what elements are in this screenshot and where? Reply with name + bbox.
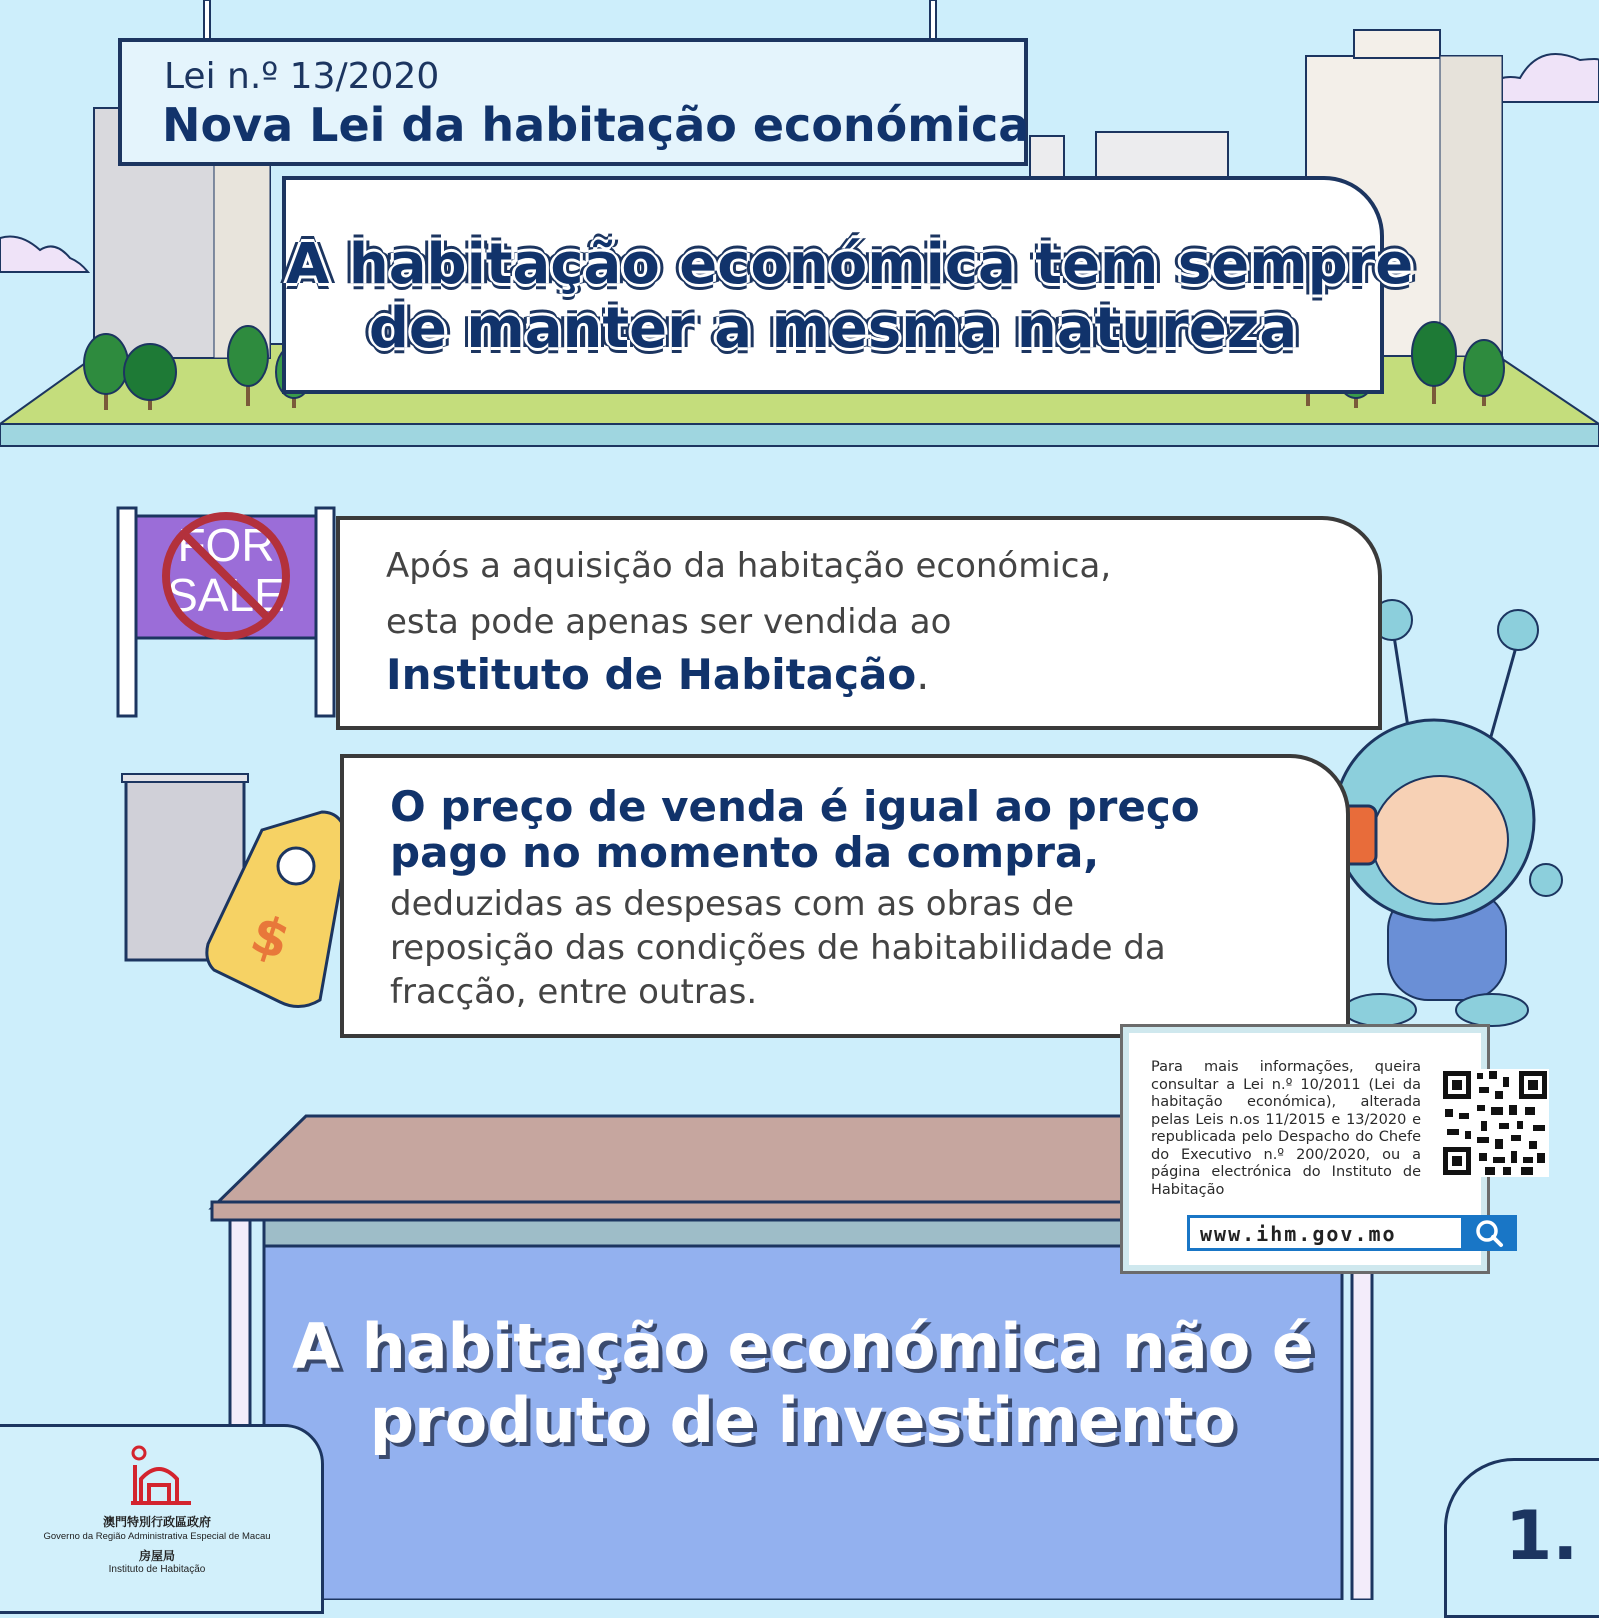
headline-box <box>282 176 1414 394</box>
point-2-line-1: deduzidas as despesas com as obras de <box>390 884 1075 924</box>
ihm-house-logo-icon <box>129 1445 193 1507</box>
institute-name: Instituto de Habitação <box>386 650 917 699</box>
gov-name-chinese: 澳門特別行政區政府 <box>102 1515 211 1529</box>
for-sale-line-2: SALE <box>167 569 285 621</box>
ground-edge <box>0 424 1599 446</box>
board-post-right <box>1352 1270 1372 1600</box>
sign-pole-left <box>204 0 210 40</box>
point-1-emphasis <box>386 650 930 699</box>
qr-code-icon <box>1441 1069 1549 1177</box>
point-1-box <box>336 516 1382 730</box>
point-2-line-3: fracção, entre outras. <box>390 972 758 1012</box>
page-number: 1. <box>1505 1497 1579 1576</box>
point-2-emphasis-line-1: O preço de venda é igual ao preço <box>390 782 1200 831</box>
prohibition-icon <box>156 506 296 646</box>
sign-pole-right <box>930 0 936 40</box>
headline-line-1: A habitação económica tem sempre <box>286 232 1414 297</box>
headline-line-2: de manter a mesma natureza <box>368 296 1298 361</box>
law-number: Lei n.º 13/2020 <box>164 56 440 97</box>
institute-name-portuguese: Instituto de Habitação <box>108 1564 206 1575</box>
bottom-line-1: A habitação económica não é <box>292 1310 1314 1383</box>
point-1-line-2: esta pode apenas ser vendida ao <box>386 602 952 642</box>
for-sale-line-1: FOR <box>177 519 275 571</box>
sign-post-right <box>316 508 334 716</box>
header-sign <box>118 38 1028 166</box>
page-title: Nova Lei da habitação económica <box>162 98 1030 152</box>
point-1-line-1: Após a aquisição da habitação económica, <box>386 546 1112 586</box>
bottom-line-2: produto de investimento <box>369 1384 1237 1457</box>
point-2-box <box>340 754 1350 1038</box>
gov-name-portuguese: Governo da Região Administrativa Especial de Macau <box>43 1531 271 1542</box>
info-panel <box>1120 1024 1490 1274</box>
bottom-message <box>264 1310 1342 1470</box>
sign-post-left <box>118 508 136 716</box>
point-2-emphasis-line-2: pago no momento da compra, <box>390 828 1100 877</box>
search-button[interactable] <box>1461 1215 1517 1251</box>
website-url[interactable]: www.ihm.gov.mo <box>1200 1222 1397 1246</box>
search-icon <box>1461 1215 1517 1251</box>
institute-name-chinese: 房屋局 <box>138 1549 175 1563</box>
board-roof-edge <box>212 1202 1152 1220</box>
point-2-line-2: reposição das condições de habitabilidade da <box>390 928 1166 968</box>
url-search-bar[interactable] <box>1187 1215 1517 1251</box>
dollar-icon: $ <box>243 903 297 973</box>
page-number-panel <box>1444 1458 1599 1618</box>
cloud-icon <box>0 237 88 273</box>
logo-panel <box>0 1424 324 1614</box>
building-mid <box>1096 132 1228 178</box>
point-1-period: . <box>916 650 930 699</box>
board-roof <box>212 1116 1140 1208</box>
building-mid <box>1030 136 1064 178</box>
info-text: Para mais informações, queira consultar a Lei n.º 10/2011 (Lei da habitação económica), alterada pelas Leis n.os 11/2015 e 13/2020 e republicada pelo Despacho do Chefe do Executivo n.º 200/2020, ou a página electrónica do Instituto de Habitação <box>1151 1059 1421 1198</box>
